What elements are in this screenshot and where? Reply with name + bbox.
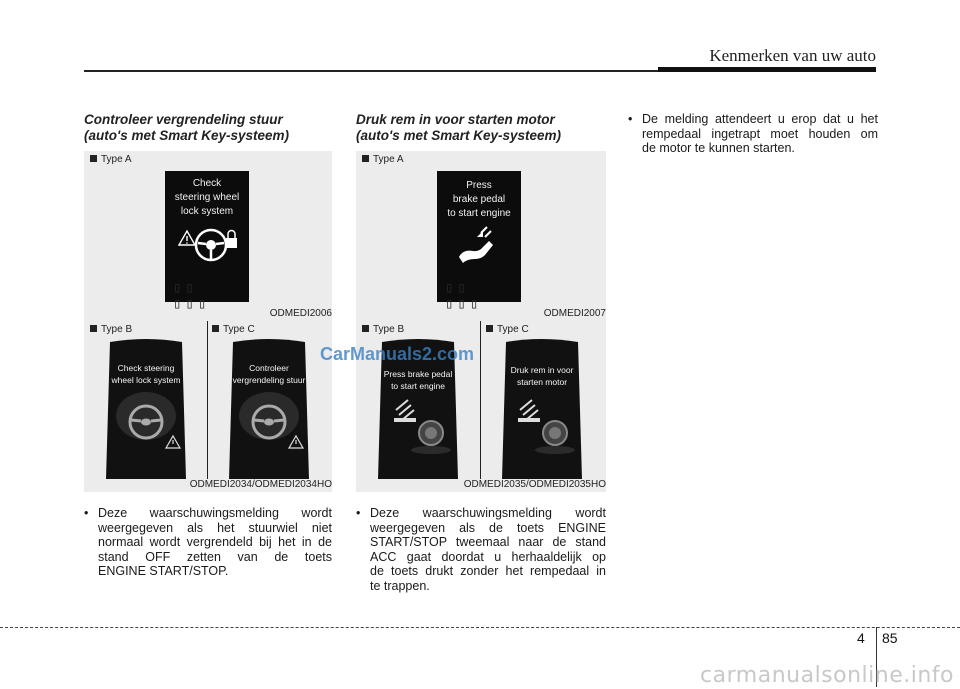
type-b-label: Type B xyxy=(90,324,132,335)
figure-type-bc-steering-lock xyxy=(84,321,332,492)
cluster-text-line: Press brake pedal xyxy=(383,369,453,379)
watermark-text: CarManuals2.com xyxy=(320,344,475,364)
figure-code: ODMEDI2007 xyxy=(543,308,606,319)
figure-code: ODMEDI2006 xyxy=(269,308,332,319)
paragraph-line: ENGINE START/STOP. xyxy=(98,564,229,578)
chapter-title: Kenmerken van uw auto xyxy=(709,46,876,65)
lcd-text-line: to start engine xyxy=(447,208,511,219)
footer-site-watermark: carmanualsonline.info xyxy=(700,663,954,688)
page-number: 85 xyxy=(882,630,898,646)
cluster-text-line: Check steering xyxy=(117,363,175,373)
figure-code: ODMEDI2035/ODMEDI2035HO xyxy=(463,479,606,490)
odometer-segments: ▯▯ ▯▯▯ xyxy=(173,280,211,312)
paragraph-line: De melding attendeert u erop dat u het xyxy=(642,112,878,126)
paragraph-line: stand OFF zetten van de toets xyxy=(98,549,332,564)
lcd-text-line: Press xyxy=(466,180,492,191)
lcd-text-line: Check xyxy=(192,178,222,189)
bullet-marker: • xyxy=(84,506,89,520)
heading-line: Druk rem in voor starten motor xyxy=(356,112,555,127)
figure-type-a-brake-press xyxy=(356,151,606,321)
cluster-text-line: vergrendeling stuur xyxy=(232,375,306,385)
lcd-text-line: brake pedal xyxy=(452,194,506,205)
figure-divider xyxy=(207,321,208,479)
section-heading-brake-press xyxy=(356,112,561,144)
cluster-text-line: to start engine xyxy=(391,381,445,391)
bullet-paragraph-brake-hold xyxy=(628,112,878,156)
type-c-label: Type C xyxy=(212,324,255,335)
heading-line: (auto's met Smart Key-systeem) xyxy=(84,128,290,143)
figure-divider xyxy=(480,321,481,479)
paragraph-line: START/STOP tweemaal naar de stand xyxy=(370,535,606,549)
lcd-text-line: lock system xyxy=(180,206,234,217)
bullet-paragraph-brake-press xyxy=(356,506,606,593)
paragraph-line: de toets drukt zonder het rempedaal in xyxy=(370,564,606,578)
figure-code: ODMEDI2034/ODMEDI2034HO xyxy=(189,479,332,490)
type-a-label: Type A xyxy=(362,154,404,165)
paragraph-line: Deze waarschuwingsmelding wordt xyxy=(370,506,606,520)
chapter-number: 4 xyxy=(857,630,865,646)
bullet-paragraph-steering-lock xyxy=(84,506,332,579)
cluster-text-line: Druk rem in voor xyxy=(510,365,574,375)
paragraph-line: de motor te kunnen starten. xyxy=(642,141,795,155)
heading-line: (auto's met Smart Key-systeem) xyxy=(356,128,562,143)
paragraph-line: ACC gaat doordat u herhaaldelijk op xyxy=(370,549,606,564)
figure-type-a-steering-lock xyxy=(84,151,332,321)
cluster-display-type-c xyxy=(229,338,309,479)
type-b-label: Type B xyxy=(362,324,404,335)
type-c-label: Type C xyxy=(486,324,529,335)
lcd-display xyxy=(165,171,249,312)
bullet-marker: • xyxy=(356,506,361,520)
paragraph-line: weergegeven als het stuurwiel niet xyxy=(98,520,332,535)
cluster-text-line: wheel lock system xyxy=(111,375,181,385)
paragraph-line: normaal wordt vergrendeld bij het in de xyxy=(98,535,332,549)
cluster-text-line: starten motor xyxy=(516,377,568,387)
cluster-display-type-b xyxy=(106,338,186,479)
header-rule-accent xyxy=(658,67,876,72)
paragraph-line: te trappen. xyxy=(370,578,430,593)
lcd-text-line: steering wheel xyxy=(174,192,240,203)
odometer-segments: ▯▯ ▯▯▯ xyxy=(445,280,483,312)
cluster-text-line: Controleer xyxy=(249,363,289,373)
cluster-display-type-c xyxy=(502,338,582,479)
paragraph-line: weergegeven als de toets ENGINE xyxy=(370,520,606,535)
footer-rule xyxy=(0,627,960,628)
section-heading-steering-lock xyxy=(84,112,289,144)
paragraph-line: Deze waarschuwingsmelding wordt xyxy=(98,506,332,520)
bullet-marker: • xyxy=(628,112,633,126)
lcd-display xyxy=(437,171,521,312)
heading-line: Controleer vergrendeling stuur xyxy=(84,112,283,127)
paragraph-line: rempedaal ingetrapt moet houden om xyxy=(642,126,878,141)
type-a-label: Type A xyxy=(90,154,132,165)
